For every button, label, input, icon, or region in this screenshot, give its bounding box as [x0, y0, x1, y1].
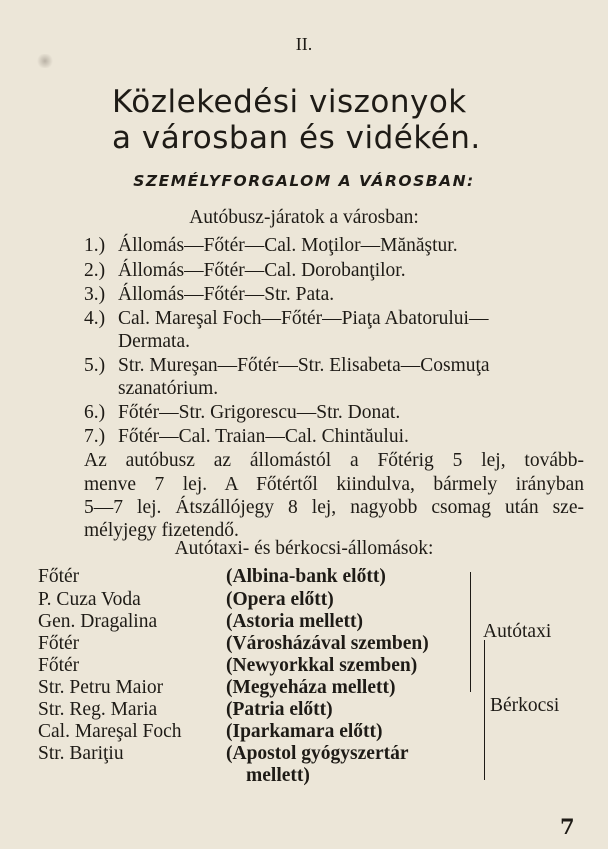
stand-street: P. Cuza Voda [38, 589, 141, 610]
fare-paragraph-line: menve 7 lej. A Főtértől kiindulva, bármely irányban [84, 474, 584, 495]
route-number: 1.) [84, 235, 106, 256]
stand-location: (Városházával szemben) [226, 633, 429, 654]
route-number: 7.) [84, 426, 106, 447]
fare-paragraph-line: mélyjegy fizetendő. [84, 520, 239, 541]
stand-location: (Astoria mellett) [226, 611, 363, 632]
route-text: Állomás—Főtér—Cal. Moţilor—Mănăştur. [118, 235, 458, 256]
page-title-line-1: Közlekedési viszonyok [112, 84, 467, 120]
stand-street: Főtér [38, 633, 80, 654]
stand-street: Str. Reg. Maria [38, 699, 158, 720]
route-number: 6.) [84, 402, 106, 423]
stand-location: (Albina-bank előtt) [226, 566, 386, 587]
taxi-stands-heading: Autótaxi- és bérkocsi-állomások: [174, 538, 434, 559]
route-text-continuation: Dermata. [118, 331, 191, 352]
stand-location: (Iparkamara előtt) [226, 721, 383, 742]
stand-street: Főtér [38, 566, 80, 587]
bus-routes-heading: Autóbusz-járatok a városban: [189, 207, 419, 228]
route-text: Állomás—Főtér—Str. Pata. [118, 284, 335, 305]
fare-paragraph-line: 5—7 lej. Átszállójegy 8 lej, nagyobb csomag után sze- [84, 497, 584, 518]
route-text-continuation: szanatórium. [118, 378, 219, 399]
route-number: 3.) [84, 284, 106, 305]
stand-location: (Patria előtt) [226, 699, 333, 720]
stand-location: (Newyorkkal szemben) [226, 655, 418, 676]
stand-street: Főtér [38, 655, 80, 676]
berkocsi-brace [484, 640, 485, 780]
ink-smudge [36, 54, 54, 68]
fare-paragraph-line: Az autóbusz az állomástól a Főtérig 5 lej, tovább- [84, 450, 584, 471]
route-text: Főtér—Cal. Traian—Cal. Chintăului. [118, 426, 409, 447]
berkocsi-label: Bérkocsi [490, 695, 560, 716]
stand-street: Str. Bariţiu [38, 743, 124, 764]
page-number: 7 [560, 814, 575, 839]
stand-street: Str. Petru Maior [38, 677, 164, 698]
autotaxi-label: Autótaxi [483, 621, 552, 642]
stand-street: Cal. Mareşal Foch [38, 721, 182, 742]
route-number: 4.) [84, 308, 106, 329]
route-number: 5.) [84, 355, 106, 376]
stand-location-continuation: mellett) [246, 765, 310, 786]
stand-location: (Megyeháza mellett) [226, 677, 396, 698]
route-text: Főtér—Str. Grigorescu—Str. Donat. [118, 402, 401, 423]
page-title-line-2: a városban és vidékén. [112, 120, 481, 156]
chapter-number: II. [295, 34, 313, 54]
autotaxi-brace [470, 572, 471, 692]
stand-street: Gen. Dragalina [38, 611, 158, 632]
route-text: Állomás—Főtér—Cal. Dorobanţilor. [118, 260, 406, 281]
section-title: SZEMÉLYFORGALOM A VÁROSBAN: [133, 172, 475, 190]
stand-location: (Opera előtt) [226, 589, 334, 610]
route-number: 2.) [84, 260, 106, 281]
route-text: Str. Mureşan—Főtér—Str. Elisabeta—Cosmuţa [118, 355, 490, 376]
route-text: Cal. Mareşal Foch—Főtér—Piaţa Abatorului— [118, 308, 489, 329]
stand-location: (Apostol gyógyszertár [226, 743, 409, 764]
